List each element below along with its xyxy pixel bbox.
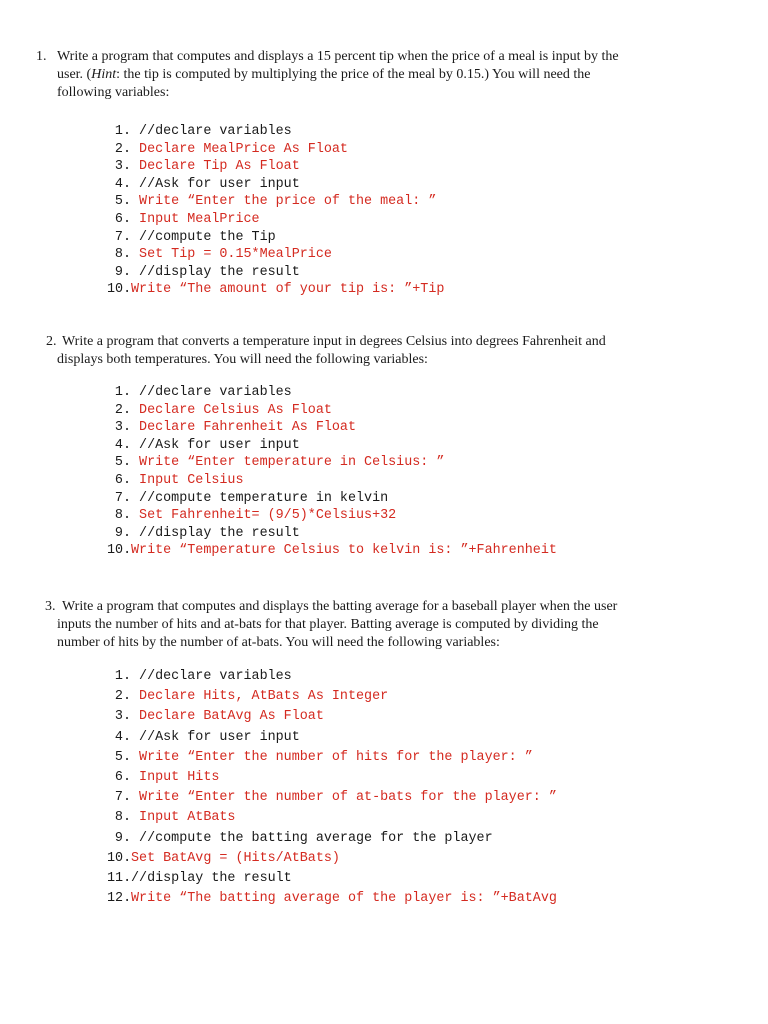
code-statement: Write “The amount of your tip is: ”+Tip (131, 282, 445, 298)
code-line (107, 124, 292, 140)
code-line (107, 212, 260, 228)
code-comment: //display the result (131, 525, 300, 541)
problem-1-line-2-rest: the tip is computed by multiplying the price of the meal by 0.15.) You will need the (123, 67, 591, 82)
code-line-number: 4. (114, 729, 131, 745)
code-line-number: 12. (107, 891, 132, 907)
code-comment: //declare variables (131, 124, 292, 139)
code-comment: //declare variables (131, 385, 292, 400)
code-comment: //compute temperature in kelvin (131, 490, 389, 506)
code-line-number: 5. (114, 749, 131, 765)
code-line (107, 689, 388, 705)
code-line-number: 9. (114, 830, 131, 846)
code-line (107, 810, 235, 826)
code-comment: //Ask for user input (131, 729, 300, 745)
code-line (107, 177, 300, 193)
code-line-number: 4. (114, 437, 131, 453)
code-statement: Input AtBats (131, 810, 236, 826)
code-statement: Write “Temperature Celsius to kelvin is: ”+Fahrenheit (131, 543, 557, 559)
code-line-number: 2. (114, 689, 131, 705)
code-statement: Set Fahrenheit= (9/5)*Celsius+32 (131, 508, 397, 524)
code-line-number: 3. (114, 420, 131, 436)
code-line-number: 7. (114, 490, 131, 506)
code-line-number: 8. (114, 247, 131, 263)
code-line-number: 2. (114, 141, 131, 157)
code-line (107, 265, 300, 281)
problem-1-hint-colon: : (116, 67, 120, 82)
code-line-number: 2. (114, 402, 131, 418)
code-statement: Write “Enter the price of the meal: ” (131, 194, 437, 210)
code-comment: //declare variables (131, 669, 292, 684)
code-statement: Input Hits (131, 770, 220, 785)
problem-2-text-line-2: displays both temperatures. You will need the following variables: (57, 352, 428, 367)
code-line (107, 891, 557, 907)
code-comment: //compute the batting average for the player (131, 830, 493, 846)
code-line (107, 403, 332, 419)
code-line-number: 3. (114, 709, 131, 725)
code-line-number: 1. (114, 385, 131, 400)
code-statement: Declare Tip As Float (131, 159, 300, 175)
code-line-number: 8. (114, 810, 131, 826)
code-comment: //display the result (131, 264, 300, 280)
problem-1-text-line-2 (57, 66, 590, 84)
code-comment: //display the result (131, 871, 292, 886)
code-statement: Declare BatAvg As Float (131, 709, 324, 725)
code-line-number: 7. (114, 229, 131, 245)
code-line (107, 543, 557, 559)
code-line-number: 11. (107, 871, 132, 886)
code-line-number: 7. (114, 790, 131, 806)
problem-1-text-line-1: Write a program that computes and displays a 15 percent tip when the price of a meal is input by the (57, 49, 619, 64)
code-statement: Write “Enter temperature in Celsius: ” (131, 455, 445, 471)
code-statement: Declare Hits, AtBats As Integer (131, 689, 389, 705)
code-statement: Set Tip = 0.15*MealPrice (131, 247, 332, 263)
code-line (107, 831, 493, 847)
code-line-number: 6. (114, 473, 131, 488)
code-line (107, 491, 388, 507)
code-line (107, 709, 324, 725)
problem-1-text-line-3: following variables: (57, 85, 170, 100)
code-line (107, 508, 396, 524)
code-line (107, 770, 219, 786)
problem-2-text-line-1: Write a program that converts a temperature input in degrees Celsius into degrees Fahrenheit and (62, 334, 606, 349)
code-line (107, 230, 276, 246)
code-statement: Set BatAvg = (Hits/AtBats) (131, 850, 340, 866)
code-line (107, 282, 444, 298)
code-line (107, 669, 292, 685)
code-statement: Input Celsius (131, 473, 244, 488)
code-line-number: 1. (114, 669, 131, 684)
code-comment: //compute the Tip (131, 229, 276, 245)
code-line (107, 455, 444, 471)
code-line-number: 1. (114, 124, 131, 139)
code-line-number: 6. (114, 212, 131, 227)
code-line (107, 790, 557, 806)
code-comment: //Ask for user input (131, 176, 300, 192)
code-line-number: 6. (114, 770, 131, 785)
code-statement: Declare Fahrenheit As Float (131, 420, 356, 436)
code-statement: Write “The batting average of the player is: ”+BatAvg (131, 891, 557, 907)
code-statement: Input MealPrice (131, 212, 260, 227)
problem-1-line-2-prefix: user. ( (57, 67, 92, 82)
code-line (107, 526, 300, 542)
code-statement: Write “Enter the number of at-bats for the player: ” (131, 790, 557, 806)
code-line-number: 8. (114, 508, 131, 524)
code-line (107, 194, 436, 210)
code-line (107, 420, 356, 436)
code-statement: Write “Enter the number of hits for the player: ” (131, 749, 533, 765)
problem-3-text-line-3: number of hits by the number of at-bats. You will need the following variables: (57, 635, 500, 650)
code-line (107, 851, 340, 867)
code-line-number: 9. (114, 264, 131, 280)
code-statement: Declare MealPrice As Float (131, 141, 348, 157)
problem-3-number: 3. (45, 599, 56, 614)
code-line (107, 159, 300, 175)
problem-1-number: 1. (36, 49, 47, 64)
problem-2-number: 2. (46, 334, 57, 349)
code-line (107, 473, 244, 489)
code-line-number: 4. (114, 176, 131, 192)
code-line-number: 10. (107, 543, 132, 559)
code-comment: //Ask for user input (131, 437, 300, 453)
problem-3-text-line-2: inputs the number of hits and at-bats for that player. Batting average is computed by dividing the (57, 617, 599, 632)
code-line-number: 3. (114, 159, 131, 175)
code-statement: Declare Celsius As Float (131, 402, 332, 418)
code-line-number: 10. (107, 282, 132, 298)
code-line-number: 5. (114, 455, 131, 471)
code-line-number: 10. (107, 850, 132, 866)
code-line (107, 142, 348, 158)
code-line-number: 5. (114, 194, 131, 210)
code-line (107, 247, 332, 263)
problem-1-hint-label: Hint (91, 67, 117, 82)
code-line (107, 730, 300, 746)
code-line (107, 385, 292, 401)
code-line (107, 438, 300, 454)
code-line (107, 750, 533, 766)
code-line-number: 9. (114, 525, 131, 541)
code-line (107, 871, 292, 887)
problem-3-text-line-1: Write a program that computes and displays the batting average for a baseball player when the user (62, 599, 618, 614)
